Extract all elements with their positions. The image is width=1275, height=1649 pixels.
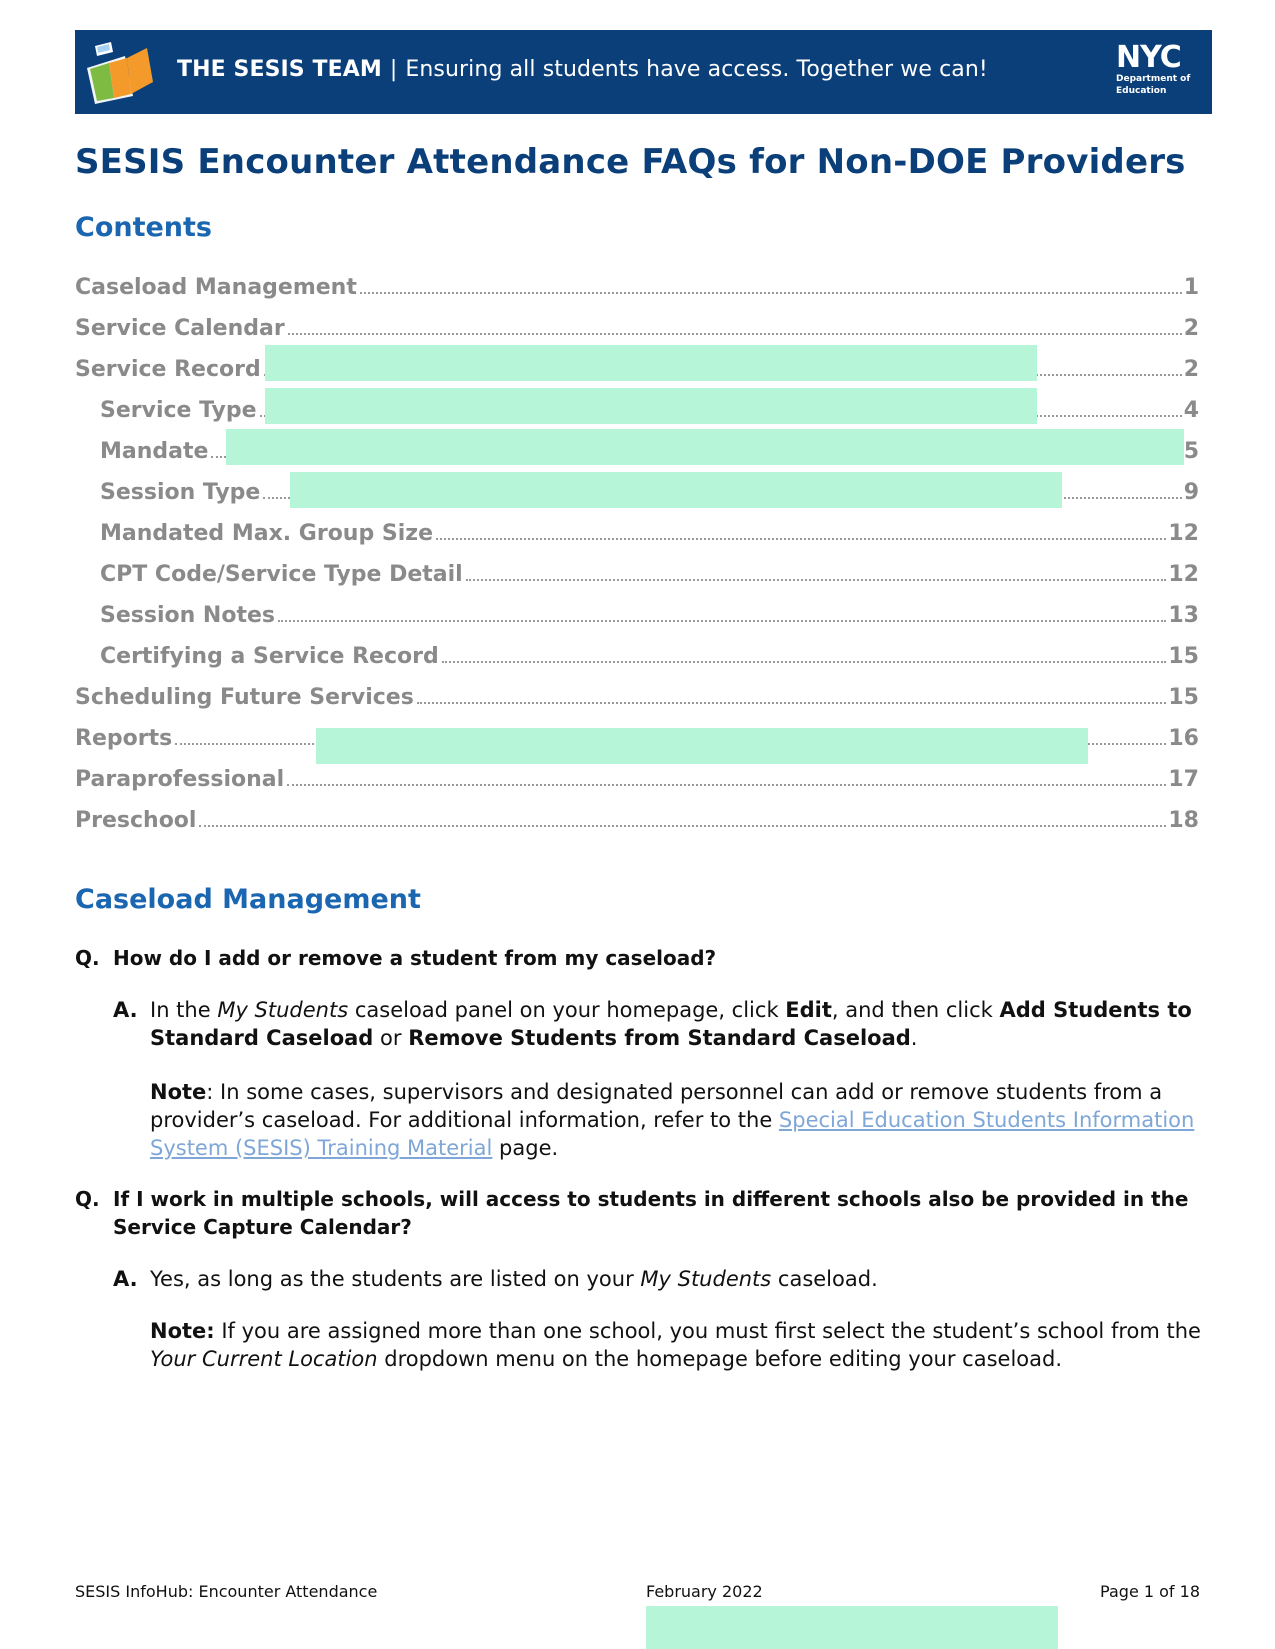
toc-item-caseload-management[interactable] [75,270,1199,300]
toc-page: 4 [1183,398,1199,423]
toc-item-certifying[interactable] [75,639,1199,669]
toc-page: 2 [1183,316,1199,341]
answer-text: or [373,1026,409,1050]
toc-label: Preschool [75,808,197,833]
answer-2 [113,1265,1240,1293]
nyc-doe-logo [1116,40,1204,104]
toc-item-cpt-code[interactable] [75,557,1199,587]
question-text: How do I add or remove a student from my caseload? [113,946,717,970]
highlight-box [646,1606,1058,1649]
question-marker: Q. [75,1187,100,1211]
toc-label: Scheduling Future Services [75,685,414,710]
toc-label: CPT Code/Service Type Detail [100,562,463,587]
toc-label: Reports [75,726,173,751]
banner-separator: | [389,57,398,82]
question-2 [75,1185,1193,1241]
note-text: If you are assigned more than one school, you must first select the student’s school from the [214,1319,1201,1343]
footer-left: SESIS InfoHub: Encounter Attendance [75,1582,378,1601]
contents-heading: Contents [75,212,213,243]
note-label: Note [150,1080,207,1104]
question-1 [75,944,1193,972]
toc-label: Service Calendar [75,316,285,341]
toc-item-preschool[interactable] [75,803,1199,833]
toc-page: 5 [1183,439,1199,464]
answer-text: , and then click [831,998,1000,1022]
nyc-mark: NYC [1116,40,1181,75]
highlight-box [265,388,1037,424]
banner-text [177,57,988,82]
toc-label: Mandated Max. Group Size [100,521,433,546]
toc-item-session-notes[interactable] [75,598,1199,628]
toc-leader [442,660,1167,663]
toc-leader [287,783,1166,786]
toc-page: 15 [1168,644,1199,669]
toc-page: 2 [1183,357,1199,382]
toc-item-scheduling[interactable] [75,680,1199,710]
toc-page: 15 [1168,685,1199,710]
toc-leader [466,578,1167,581]
footer-date: February 2022 [646,1582,763,1601]
toc-item-paraprofessional[interactable] [75,762,1199,792]
toc-item-service-calendar[interactable] [75,311,1199,341]
note-emphasis: Your Current Location [150,1347,378,1371]
toc-page: 13 [1168,603,1199,628]
toc-leader [278,619,1166,622]
toc-page: 12 [1168,521,1199,546]
answer-text: . [910,1026,918,1050]
answer-1 [113,996,1240,1052]
toc-page: 18 [1168,808,1199,833]
toc-page: 16 [1168,726,1199,751]
toc-leader [199,824,1166,827]
highlight-box [290,472,1062,508]
note-text: dropdown menu on the homepage before editing your caseload. [377,1347,1063,1371]
toc-leader [436,537,1166,540]
header-banner [75,30,1212,114]
toc-label: Paraprofessional [75,767,285,792]
answer-bold: Edit [785,998,832,1022]
question-text: If I work in multiple schools, will access to students in different schools also be provided in the Service Capture Calendar? [113,1187,1189,1239]
note-label: Note: [150,1319,215,1343]
toc-label: Certifying a Service Record [100,644,439,669]
note-text: : In some cases, supervisors and designated personnel can add or remove students from a provider’s caseload. For additional information, refer to the [150,1080,1163,1132]
note-1 [150,1078,1205,1162]
toc-label: Service Type [100,398,257,423]
answer-text: In the [150,998,218,1022]
answer-marker: A. [113,998,138,1022]
section-heading: Caseload Management [75,884,421,915]
highlight-box [226,429,1184,465]
highlight-box [265,345,1037,381]
toc-leader [417,701,1167,704]
toc-label: Session Notes [100,603,275,628]
toc-page: 1 [1183,275,1199,300]
note-2 [150,1317,1205,1373]
question-marker: Q. [75,946,100,970]
toc-page: 17 [1168,767,1199,792]
answer-emphasis: My Students [640,1267,772,1291]
toc-leader [288,332,1182,335]
toc-page: 9 [1183,480,1199,505]
answer-emphasis: My Students [217,998,349,1022]
footer-page-number: Page 1 of 18 [1100,1582,1200,1601]
toc-label: Service Record [75,357,261,382]
toc-leader [360,291,1182,294]
answer-marker: A. [113,1267,138,1291]
toc-label: Caseload Management [75,275,357,300]
team-name: THE SESIS TEAM [177,57,382,82]
toc-label: Mandate [100,439,209,464]
note-text: page. [492,1136,559,1160]
answer-bold: Add Students to Standard Caseload [150,998,1192,1050]
nyc-dept-line1: Department of [1116,74,1191,84]
training-material-link[interactable]: Special Education Students Information System (SESIS) Training Material [150,1108,1195,1160]
sesis-logo-icon [81,38,163,106]
toc-item-mandated-max-group-size[interactable] [75,516,1199,546]
toc-label: Session Type [100,480,261,505]
highlight-box [316,728,1088,764]
toc-page: 12 [1168,562,1199,587]
nyc-dept-line2: Education [1116,86,1167,96]
answer-text: caseload. [771,1267,878,1291]
answer-text: caseload panel on your homepage, click [348,998,786,1022]
banner-tagline: Ensuring all students have access. Together we can! [405,57,988,82]
page-title: SESIS Encounter Attendance FAQs for Non-DOE Providers [75,142,1186,182]
answer-text: Yes, as long as the students are listed on your [150,1267,641,1291]
answer-bold: Remove Students from Standard Caseload [408,1026,911,1050]
